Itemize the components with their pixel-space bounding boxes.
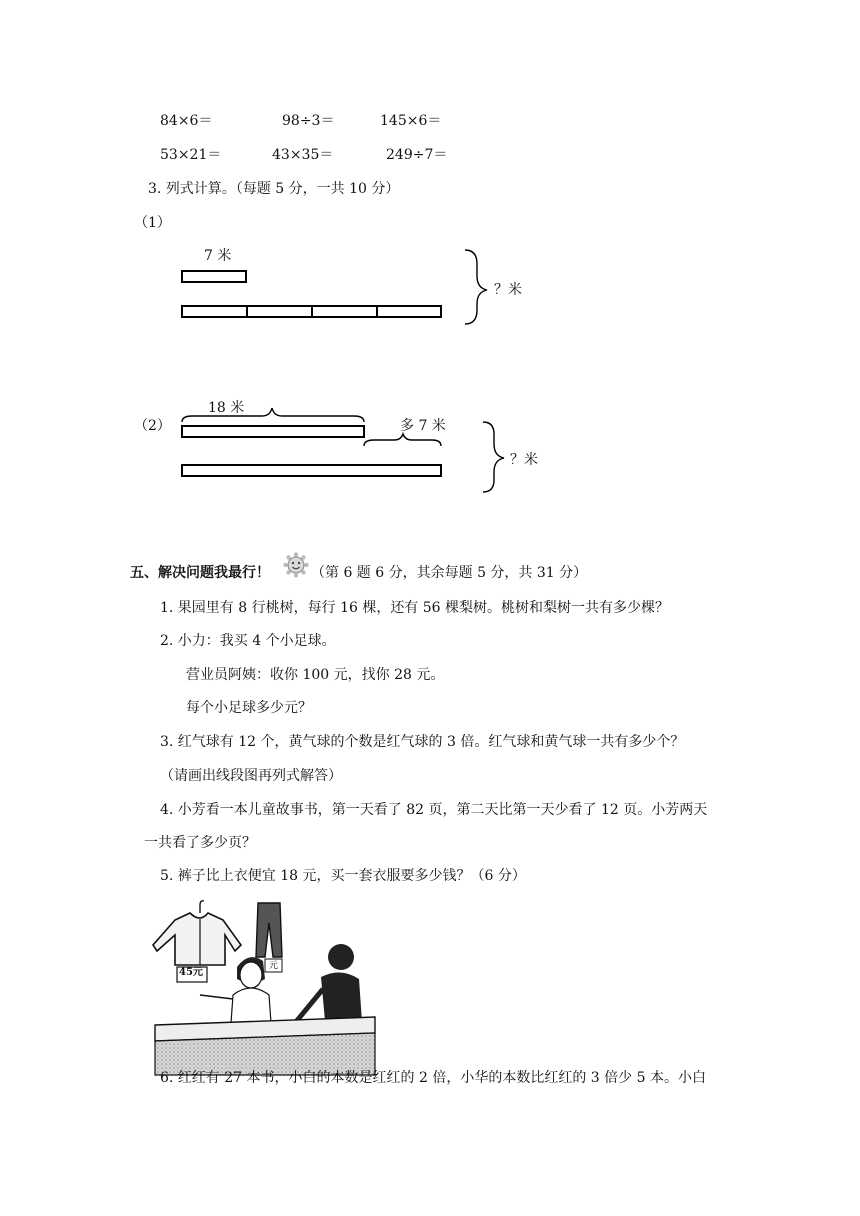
q2-more-label: 多 7 米 [400, 418, 446, 434]
sun-face-icon [283, 552, 309, 578]
q2-right-label: ？米 [510, 452, 538, 468]
q1-short-bar [182, 271, 246, 282]
calc-1-3: 145×6＝ [380, 113, 442, 129]
q1-line-diagram [0, 266, 860, 306]
q1-right-brace [465, 250, 487, 324]
q2-top-brace [182, 408, 364, 422]
pants-icon [256, 903, 282, 957]
calc-1-2: 98÷3＝ [282, 113, 335, 129]
shop-illustration [145, 895, 385, 1095]
section5-title: 五、解决问题我最行！ [130, 565, 270, 581]
q2-line-diagram [0, 400, 860, 480]
section5-note: （第 6 题 6 分，其余每题 5 分，共 31 分） [311, 565, 588, 581]
q2-short-bar [182, 426, 364, 437]
section3-title: 3. 列式计算。（每题 5 分，一共 10 分） [148, 181, 400, 197]
pants-price-text: 元 [269, 961, 279, 971]
q2-number: （2） [134, 418, 171, 434]
problem-2-line-2: 营业员阿姨：收你 100 元，找你 28 元。 [186, 667, 445, 683]
problem-4-line-2: 一共看了多少页？ [144, 835, 256, 851]
q2-more-brace [364, 434, 441, 446]
problem-6: 6. 红红有 27 本书，小白的本数是红红的 2 倍，小华的本数比红红的 3 倍少 5 本。小白 [160, 1070, 706, 1086]
q2-long-bar [182, 465, 441, 476]
q1-number: （1） [134, 215, 171, 231]
q1-top-label: 7 米 [204, 248, 232, 264]
q2-right-brace [483, 422, 504, 492]
problem-1: 1. 果园里有 8 行桃树，每行 16 棵，还有 56 棵梨树。桃树和梨树一共有多少棵？ [160, 600, 670, 616]
jacket-icon [153, 913, 241, 965]
problem-5: 5. 裤子比上衣便宜 18 元，买一套衣服要多少钱？（6 分） [160, 868, 526, 884]
problem-3-line-1: 3. 红气球有 12 个，黄气球的个数是红气球的 3 倍。红气球和黄气球一共有多少个？ [160, 734, 685, 750]
problem-2-line-1: 2. 小力：我买 4 个小足球。 [160, 633, 336, 649]
problem-3-line-2: （请画出线段图再列式解答） [160, 768, 342, 784]
calc-2-2: 43×35＝ [272, 147, 334, 163]
q2-top-label: 18 米 [208, 400, 245, 416]
calc-2-1: 53×21＝ [160, 147, 222, 163]
problem-2-line-3: 每个小足球多少元？ [186, 700, 312, 716]
calc-1-1: 84×6＝ [160, 113, 213, 129]
q1-right-label: ？米 [494, 282, 522, 298]
jacket-price-text: 45元 [179, 967, 203, 978]
calc-2-3: 249÷7＝ [386, 147, 448, 163]
problem-4-line-1: 4. 小芳看一本儿童故事书，第一天看了 82 页，第二天比第一天少看了 12 页。小芳两天 [160, 802, 708, 818]
